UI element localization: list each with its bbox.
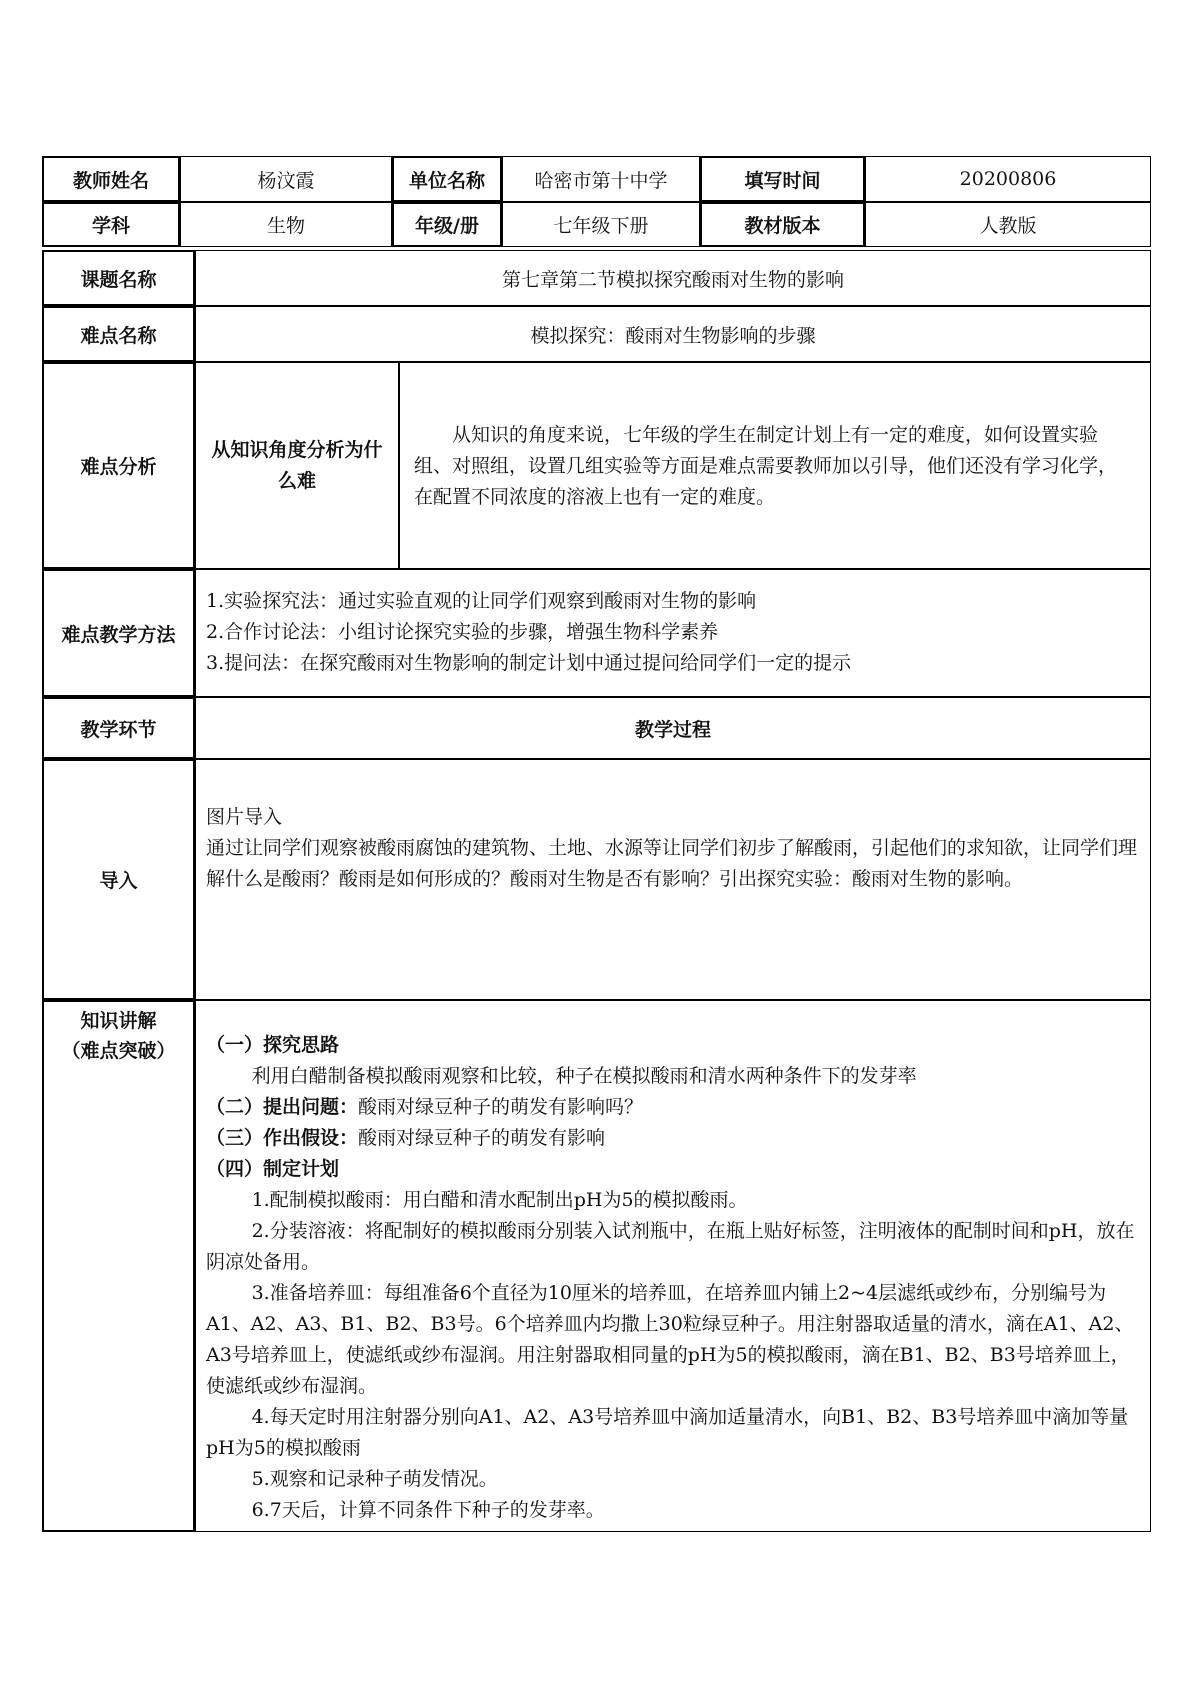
grade-value: 七年级下册	[502, 202, 700, 247]
topic-value: 第七章第二节模拟探究酸雨对生物的影响	[195, 250, 1151, 306]
analysis-sub-label: 从知识角度分析为什么难	[195, 362, 399, 569]
subject-value: 生物	[180, 202, 392, 247]
difficulty-value: 模拟探究：酸雨对生物影响的步骤	[195, 306, 1151, 362]
difficulty-label: 难点名称	[42, 306, 195, 362]
subject-label: 学科	[42, 202, 180, 247]
plan-step-6: 6.7天后，计算不同条件下种子的发芽率。	[251, 1499, 605, 1521]
grade-label: 年级/册	[392, 202, 502, 247]
edition-value: 人教版	[865, 202, 1151, 247]
date-label: 填写时间	[700, 156, 865, 202]
section-2-text: 酸雨对绿豆种子的萌发有影响吗？	[358, 1096, 644, 1118]
knowledge-cell	[195, 1000, 1151, 1532]
knowledge-label-line1: 知识讲解	[80, 1010, 157, 1032]
topic-label: 课题名称	[42, 250, 195, 306]
analysis-text-cell	[399, 362, 1151, 569]
teacher-value: 杨汶霞	[180, 156, 392, 202]
edition-label: 教材版本	[700, 202, 865, 247]
section-2-heading: （二）提出问题：	[206, 1096, 359, 1118]
plan-step-2: 2.分装溶液：将配制好的模拟酸雨分别装入试剂瓶中，在瓶上贴好标签，注明液体的配制时间和pH，放在阴凉处备用。	[206, 1220, 1135, 1273]
section-1-text: 利用白醋制备模拟酸雨观察和比较，种子在模拟酸雨和清水两种条件下的发芽率	[251, 1065, 917, 1087]
section-3-heading: （三）作出假设：	[206, 1127, 359, 1149]
methods-label: 难点教学方法	[42, 569, 195, 697]
process-header: 教学过程	[195, 697, 1151, 759]
date-value: 20200806	[865, 156, 1151, 202]
knowledge-label-line2: （难点突破）	[61, 1040, 176, 1062]
intro-title: 图片导入	[206, 806, 283, 828]
intro-cell	[195, 759, 1151, 1000]
section-3-text: 酸雨对绿豆种子的萌发有影响	[358, 1127, 606, 1149]
analysis-text: 从知识的角度来说，七年级的学生在制定计划上有一定的难度，如何设置实验组、对照组，设置几组实验等方面是难点需要教师加以引导，他们还没有学习化学，在配置不同浓度的溶液上也有一定的难度。	[414, 424, 1118, 508]
intro-text: 通过让同学们观察被酸雨腐蚀的建筑物、土地、水源等让同学们初步了解酸雨，引起他们的求知欲，让同学们理解什么是酸雨？酸雨是如何形成的？酸雨对生物是否有影响？引出探究实验：酸雨对生物的影响。	[206, 837, 1138, 890]
stage-header: 教学环节	[42, 697, 195, 759]
teacher-label: 教师姓名	[42, 156, 180, 202]
analysis-label: 难点分析	[42, 362, 195, 569]
plan-step-1: 1.配制模拟酸雨：用白醋和清水配制出pH为5的模拟酸雨。	[251, 1189, 748, 1211]
section-4-heading: （四）制定计划	[206, 1158, 340, 1180]
methods-cell	[195, 569, 1151, 697]
unit-label: 单位名称	[392, 156, 502, 202]
method-item-3: 3.提问法：在探究酸雨对生物影响的制定计划中通过提问给同学们一定的提示	[206, 652, 852, 674]
intro-label: 导入	[42, 759, 195, 1000]
knowledge-label	[42, 1000, 195, 1532]
plan-step-3: 3.准备培养皿：每组准备6个直径为10厘米的培养皿，在培养皿内铺上2~4层滤纸或纱布，分别编号为A1、A2、A3、B1、B2、B3号。6个培养皿内均撒上30粒绿豆种子。用注射器取适量的清水，滴在A1、A2、A3号培养皿上，使滤纸或纱布湿润。用注射器取相同量的pH为5的模拟酸雨，滴在B1、B2、B3号培养皿上，使滤纸或纱布湿润。	[206, 1282, 1134, 1397]
plan-step-5: 5.观察和记录种子萌发情况。	[251, 1468, 498, 1490]
method-item-2: 2.合作讨论法：小组讨论探究实验的步骤，增强生物科学素养	[206, 621, 719, 643]
plan-step-4: 4.每天定时用注射器分别向A1、A2、A3号培养皿中滴加适量清水，向B1、B2、B3号培养皿中滴加等量pH为5的模拟酸雨	[206, 1406, 1129, 1459]
section-1-heading: （一）探究思路	[206, 1034, 340, 1056]
unit-value: 哈密市第十中学	[502, 156, 700, 202]
method-item-1: 1.实验探究法：通过实验直观的让同学们观察到酸雨对生物的影响	[206, 590, 757, 612]
